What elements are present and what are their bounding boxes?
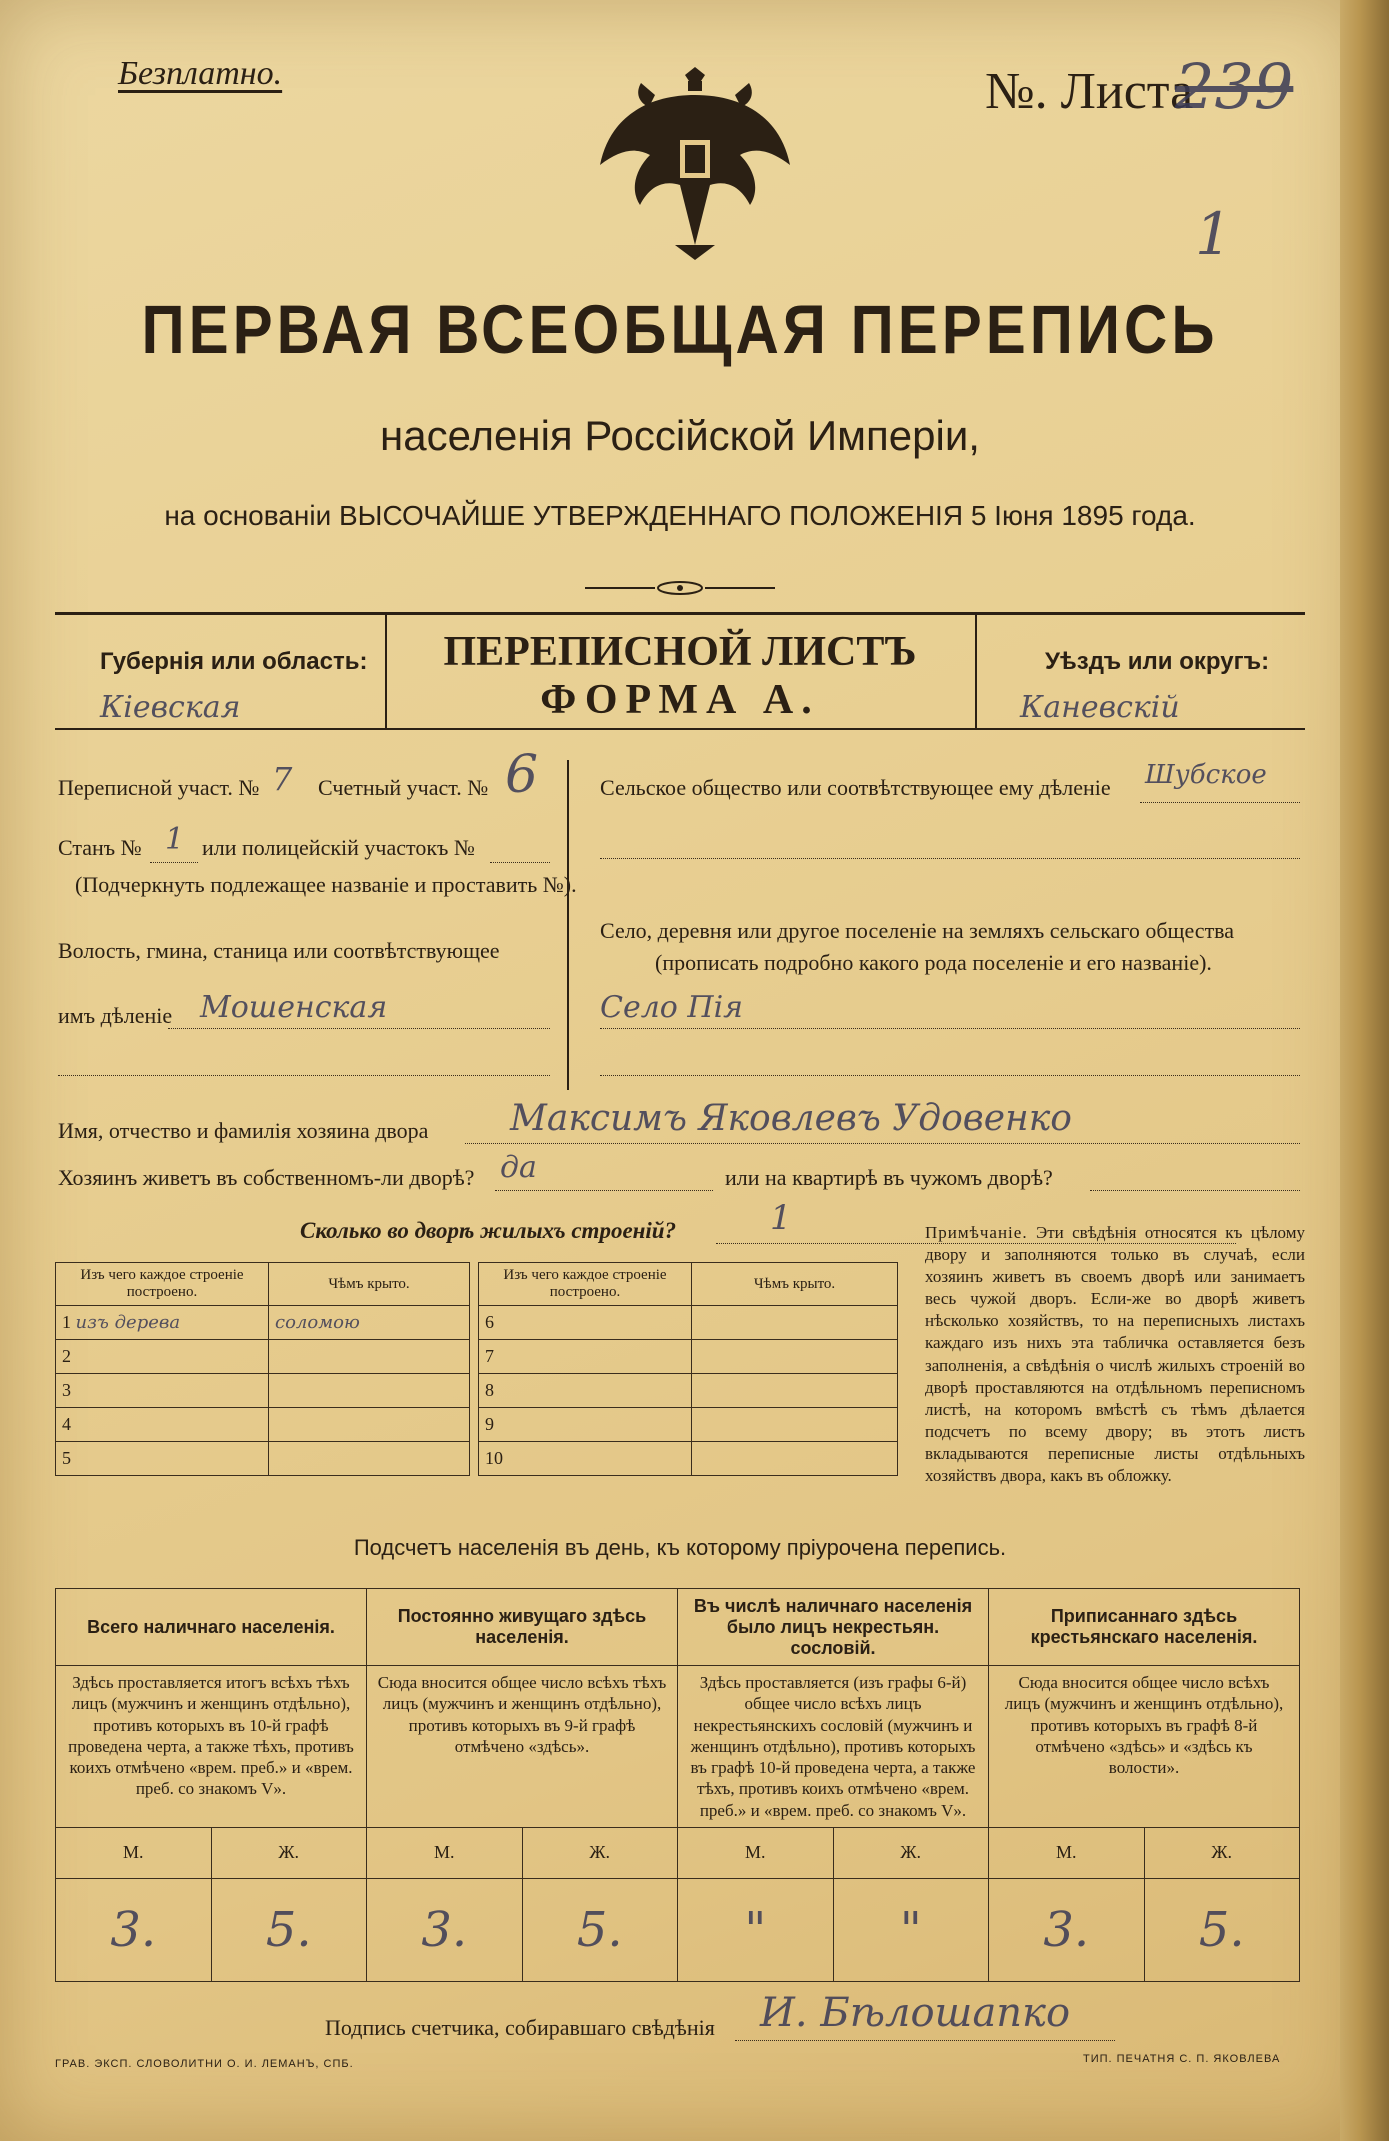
material-cell[interactable] <box>56 1408 269 1442</box>
buildings-table-left-header <box>56 1263 470 1306</box>
printer-credit-right: ТИП. ПЕЧАТНЯ С. П. ЯКОВЛЕВА <box>1083 2053 1281 2065</box>
material-cell[interactable] <box>479 1340 692 1374</box>
ornament-divider <box>585 580 775 596</box>
registered-male-value[interactable]: 3. <box>989 1878 1145 1981</box>
non-peasant-male-value[interactable]: " <box>678 1878 834 1981</box>
roof-value: соломою <box>275 1312 360 1333</box>
row-number: 6 <box>485 1312 494 1332</box>
volost-underline <box>168 1028 550 1029</box>
registered-female-value[interactable]: 5. <box>1144 1878 1300 1981</box>
permanent-population-desc: Сюда вносится общее число всѣхъ тѣхъ лицъ (мужчинъ и женщинъ отдѣльно), противъ которыхъ въ 9-й графѣ отмѣчено «здѣсь». <box>367 1666 678 1828</box>
row-number: 2 <box>62 1346 71 1366</box>
material-value: изъ дерева <box>75 1312 181 1333</box>
material-cell[interactable] <box>479 1374 692 1408</box>
table-row <box>56 1374 470 1408</box>
village-underline-2 <box>600 1075 1300 1076</box>
table-row <box>56 1306 470 1340</box>
total-female-value[interactable]: 5. <box>211 1878 367 1981</box>
village-value[interactable]: Село Пія <box>600 990 744 1025</box>
uezd-value: Каневскій <box>1020 690 1180 725</box>
roof-cell[interactable] <box>269 1306 470 1340</box>
material-cell[interactable] <box>56 1306 269 1340</box>
free-label: Безплатно. <box>118 55 283 92</box>
gubernia-label: Губернія или область: <box>100 648 368 675</box>
roof-header: Чѣмъ крыто. <box>269 1263 470 1306</box>
form-title-block <box>385 618 975 728</box>
roof-cell[interactable] <box>269 1408 470 1442</box>
male-label: М. <box>678 1827 834 1878</box>
buildings-table-left <box>55 1262 470 1476</box>
count-sex-row <box>56 1827 1300 1878</box>
sheet-number-text: №. Листа <box>985 63 1194 120</box>
roof-cell[interactable] <box>692 1408 898 1442</box>
note-block <box>925 1222 1305 1487</box>
double-headed-eagle-emblem <box>580 55 810 265</box>
roof-cell[interactable] <box>269 1340 470 1374</box>
roof-cell[interactable] <box>692 1340 898 1374</box>
male-label: М. <box>367 1827 523 1878</box>
volost-label-2: имъ дѣленіе <box>58 1003 173 1028</box>
female-label: Ж. <box>522 1827 678 1878</box>
table-row <box>479 1408 898 1442</box>
sheet-number-handwritten: 239 <box>1175 50 1294 123</box>
volost-underline-2 <box>58 1075 550 1076</box>
own-yard-label: Хозяинъ живетъ въ собственномъ-ли дворѣ? <box>58 1165 475 1190</box>
police-label: или полицейскій участокъ № <box>202 835 475 860</box>
volost-value[interactable]: Мошенская <box>200 990 388 1025</box>
gubernia-field[interactable] <box>55 628 385 728</box>
gubernia-value: Кіевская <box>100 690 241 725</box>
registered-peasant-header: Приписаннаго здѣсь крестьянскаго населенія. <box>989 1589 1300 1666</box>
material-cell[interactable] <box>56 1442 269 1476</box>
signature-underline <box>735 2040 1115 2041</box>
stan-hint: (Подчеркнуть подлежащее названіе и проставить №). <box>75 872 577 897</box>
note-title: Примѣчаніе. <box>925 1223 1028 1242</box>
form-type: ФОРМА А. <box>540 677 820 723</box>
corner-handwritten-number: 1 <box>1195 200 1232 268</box>
form-title: ПЕРЕПИСНОЙ ЛИСТЪ <box>443 629 917 675</box>
permanent-male-value[interactable]: 3. <box>367 1878 523 1981</box>
male-label: М. <box>56 1827 212 1878</box>
sheet-number-label <box>985 62 1193 121</box>
roof-cell[interactable] <box>269 1374 470 1408</box>
document-subtitle: населенія Россійской Имперіи, <box>380 412 980 459</box>
table-row <box>479 1374 898 1408</box>
buildings-count-value[interactable]: 1 <box>770 1198 792 1238</box>
table-row <box>56 1408 470 1442</box>
signature-label: Подпись счетчика, собиравшаго свѣдѣнія <box>325 2015 715 2040</box>
village-society-label: Сельское общество или соотвѣтствующее ему дѣленіе <box>600 775 1111 800</box>
total-population-header: Всего наличнаго населенія. <box>56 1589 367 1666</box>
row-number: 3 <box>62 1380 71 1400</box>
table-row <box>56 1340 470 1374</box>
material-header: Изъ чего каждое строеніе построено. <box>56 1263 269 1306</box>
owner-name-label: Имя, отчество и фамилія хозяина двора <box>58 1118 429 1143</box>
stan-value[interactable]: 1 <box>165 822 185 857</box>
village-society-underline <box>1140 802 1300 803</box>
buildings-table-right-header <box>479 1263 898 1306</box>
own-yard-value[interactable]: да <box>500 1150 537 1185</box>
printer-credit-left: ГРАВ. ЭКСП. СЛОВОЛИТНИ О. И. ЛЕМАНЪ, СПБ. <box>55 2058 354 2070</box>
form-header-top-rule <box>55 612 1305 615</box>
table-row <box>479 1340 898 1374</box>
permanent-population-header: Постоянно живущаго здѣсь населенія. <box>367 1589 678 1666</box>
row-number: 8 <box>485 1380 494 1400</box>
material-header: Изъ чего каждое строеніе построено. <box>479 1263 692 1306</box>
row-number: 5 <box>62 1448 71 1468</box>
table-row <box>479 1306 898 1340</box>
non-peasant-desc: Здѣсь проставляется (изъ графы 6-й) общее число всѣхъ лицъ некрестьянскихъ сословій (мужчинъ и женщинъ отдѣльно), противъ которыхъ въ графѣ 10-й проведена черта, а также тѣхъ, противъ коихъ отмѣчено «врем. преб.» и «врем. преб. со знакомъ V». <box>678 1666 989 1828</box>
row-number: 4 <box>62 1414 71 1434</box>
material-cell[interactable] <box>56 1374 269 1408</box>
material-cell[interactable] <box>479 1306 692 1340</box>
material-cell[interactable] <box>479 1442 692 1476</box>
legal-basis: на основаніи ВЫСОЧАЙШЕ УТВЕРЖДЕННАГО ПОЛОЖЕНІЯ 5 Іюня 1895 года. <box>164 500 1196 531</box>
stan-underline <box>150 862 198 863</box>
village-society-underline-2 <box>600 858 1300 859</box>
roof-cell[interactable] <box>692 1442 898 1476</box>
material-cell[interactable] <box>56 1340 269 1374</box>
note-text: Эти свѣдѣнія относятся къ цѣлому двору и заполняются только въ случаѣ, если хозяинъ живетъ въ своемъ дворѣ или занимаетъ весь чужой дворъ. Если-же во дворѣ живетъ нѣсколько хозяйствъ, то на переписныхъ листахъ каждаго изъ нихъ эта табличка оставляется безъ заполненія, а свѣдѣнія о числѣ жилыхъ строеній во дворѣ проставляются на отдѣльномъ переписномъ листѣ, на которомъ вмѣстѣ съ тѣмъ дѣлается подсчетъ по всему двору; въ этотъ листъ вкладываются переписные листы отдѣльныхъ хозяйствъ двора, какъ въ обложку. <box>925 1223 1305 1486</box>
non-peasant-female-value[interactable]: " <box>833 1878 989 1981</box>
village-hint: (прописать подробно какого рода поселеніе и его названіе). <box>655 950 1212 975</box>
roof-cell[interactable] <box>692 1306 898 1340</box>
roof-cell[interactable] <box>692 1374 898 1408</box>
count-values-row <box>56 1878 1300 1981</box>
non-peasant-header: Въ числѣ наличнаго населенія было лицъ некрестьян. сословій. <box>678 1589 989 1666</box>
village-label: Село, деревня или другое поселеніе на земляхъ сельскаго общества <box>600 918 1235 943</box>
row-number: 1 <box>62 1312 71 1332</box>
registered-peasant-desc: Сюда вносится общее число всѣхъ лицъ (мужчинъ и женщинъ отдѣльно), противъ которыхъ въ графѣ 8-й отмѣчено «здѣсь» и «здѣсь къ волости». <box>989 1666 1300 1828</box>
table-row <box>479 1442 898 1476</box>
village-society-value[interactable]: Шубское <box>1145 760 1267 790</box>
own-yard-underline <box>495 1190 713 1191</box>
total-male-value[interactable]: 3. <box>56 1878 212 1981</box>
row-number: 7 <box>485 1346 494 1366</box>
owner-name-underline <box>465 1143 1300 1144</box>
police-underline <box>490 862 550 863</box>
population-count-table <box>55 1588 1300 1982</box>
count-heading: Подсчетъ населенія въ день, къ которому пріурочена перепись. <box>353 1535 1007 1560</box>
count-area-label: Счетный участ. № <box>318 775 489 800</box>
roof-header: Чѣмъ крыто. <box>692 1263 898 1306</box>
form-header-bottom-rule <box>55 728 1305 730</box>
female-label: Ж. <box>833 1827 989 1878</box>
permanent-female-value[interactable]: 5. <box>522 1878 678 1981</box>
uezd-field[interactable] <box>975 628 1300 728</box>
rented-label: или на квартирѣ въ чужомъ дворѣ? <box>725 1165 1053 1190</box>
village-underline <box>600 1028 1300 1029</box>
row-number: 9 <box>485 1414 494 1434</box>
signature-value[interactable]: И. Бѣлошапко <box>760 1990 1071 2036</box>
buildings-count-label: Сколько во дворѣ жилыхъ строеній? <box>300 1218 677 1243</box>
female-label: Ж. <box>211 1827 367 1878</box>
count-desc-row <box>56 1666 1300 1828</box>
male-label: М. <box>989 1827 1145 1878</box>
buildings-table-right <box>478 1262 898 1476</box>
female-label: Ж. <box>1144 1827 1300 1878</box>
document-title: ПЕРВАЯ ВСЕОБЩАЯ ПЕРЕПИСЬ <box>141 290 1219 369</box>
material-cell[interactable] <box>479 1408 692 1442</box>
table-row <box>56 1442 470 1476</box>
stan-label: Станъ № <box>58 835 142 860</box>
census-area-label: Переписной участ. № <box>58 775 260 800</box>
roof-cell[interactable] <box>269 1442 470 1476</box>
uezd-label: Уѣздъ или округъ: <box>1045 648 1270 675</box>
row-number: 10 <box>485 1448 503 1468</box>
count-area-value[interactable]: 6 <box>505 745 539 805</box>
total-population-desc: Здѣсь проставляется итогъ всѣхъ тѣхъ лицъ (мужчинъ и женщинъ отдѣльно), противъ которыхъ въ 10-й графѣ проведена черта, а также тѣхъ, противъ коихъ отмѣчено «врем. преб.» и «врем. преб. со знакомъ V». <box>56 1666 367 1828</box>
volost-label: Волость, гмина, станица или соотвѣтствующее <box>58 938 500 963</box>
rented-underline <box>1090 1190 1300 1191</box>
census-area-value[interactable]: 7 <box>272 760 293 798</box>
owner-name-value[interactable]: Максимъ Яковлевъ Удовенко <box>510 1098 1072 1139</box>
fields-divider <box>567 760 569 1090</box>
count-header-row <box>56 1589 1300 1666</box>
